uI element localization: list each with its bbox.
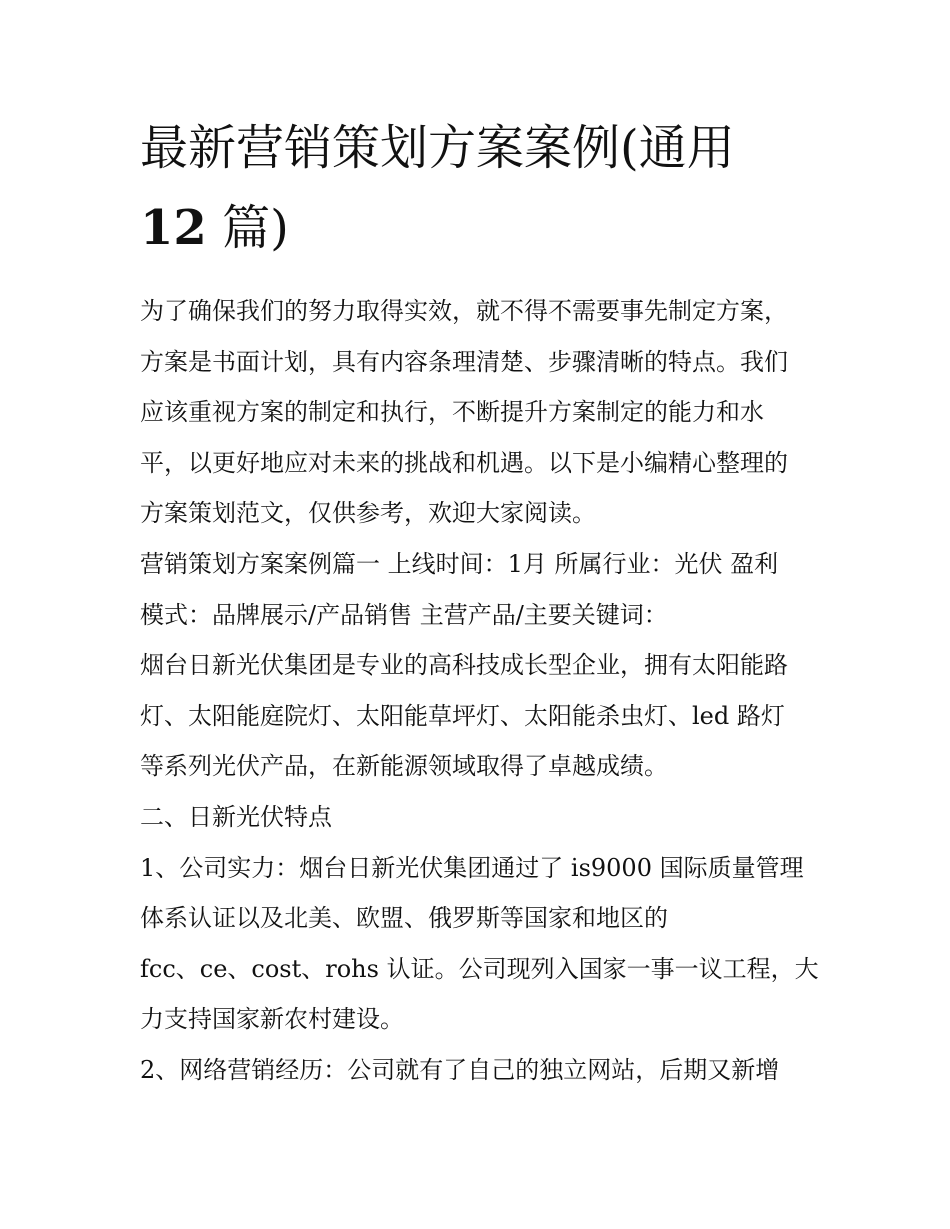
title-line-2 xyxy=(140,188,820,268)
document-page xyxy=(140,108,820,1096)
text-line: 体系认证以及北美、欧盟、俄罗斯等国家和地区的 xyxy=(140,904,668,933)
text-line: 1、公司实力：烟台日新光伏集团通过了 is9000 国际质量管理 xyxy=(140,853,804,882)
section-heading xyxy=(140,792,820,843)
text-line: 烟台日新光伏集团是专业的高科技成长型企业，拥有太阳能路 xyxy=(140,651,788,680)
company-strength-paragraph xyxy=(140,843,820,1045)
text-line: fcc、ce、cost、rohs 认证。公司现列入国家一事一议工程，大 xyxy=(140,954,819,983)
marketing-experience-paragraph xyxy=(140,1045,820,1096)
title-number: 12 xyxy=(140,200,207,256)
text-line: 为了确保我们的努力取得实效，就不得不需要事先制定方案， xyxy=(140,297,788,325)
company-intro-paragraph xyxy=(140,640,820,792)
text-line: 平，以更好地应对未来的挑战和机遇。以下是小编精心整理的 xyxy=(140,448,788,477)
text-line: 2、网络营销经历：公司就有了自己的独立网站，后期又新增 xyxy=(140,1055,780,1084)
text-line: 方案策划范文，仅供参考，欢迎大家阅读。 xyxy=(140,499,596,528)
text-line: 等系列光伏产品，在新能源领域取得了卓越成绩。 xyxy=(140,752,668,781)
text-line: 灯、太阳能庭院灯、太阳能草坪灯、太阳能杀虫灯、led 路灯 xyxy=(140,701,785,730)
text-line: 方案是书面计划，具有内容条理清楚、步骤清晰的特点。我们 xyxy=(140,347,788,376)
text-line: 营销策划方案案例篇一 上线时间：1月 所属行业：光伏 盈利 xyxy=(140,549,779,578)
title-suffix: 篇) xyxy=(222,200,289,256)
intro-paragraph xyxy=(140,286,820,539)
text-line: 二、日新光伏特点 xyxy=(140,802,332,831)
case-one-info-paragraph xyxy=(140,539,820,640)
text-line: 模式：品牌展示/产品销售 主营产品/主要关键词： xyxy=(140,600,668,629)
document-body xyxy=(140,286,820,1096)
text-line: 力支持国家新农村建设。 xyxy=(140,1005,404,1034)
title-line-1: 最新营销策划方案案例(通用 xyxy=(140,120,735,176)
text-line: 应该重视方案的制定和执行，不断提升方案制定的能力和水 xyxy=(140,398,764,427)
document-title xyxy=(140,108,820,268)
